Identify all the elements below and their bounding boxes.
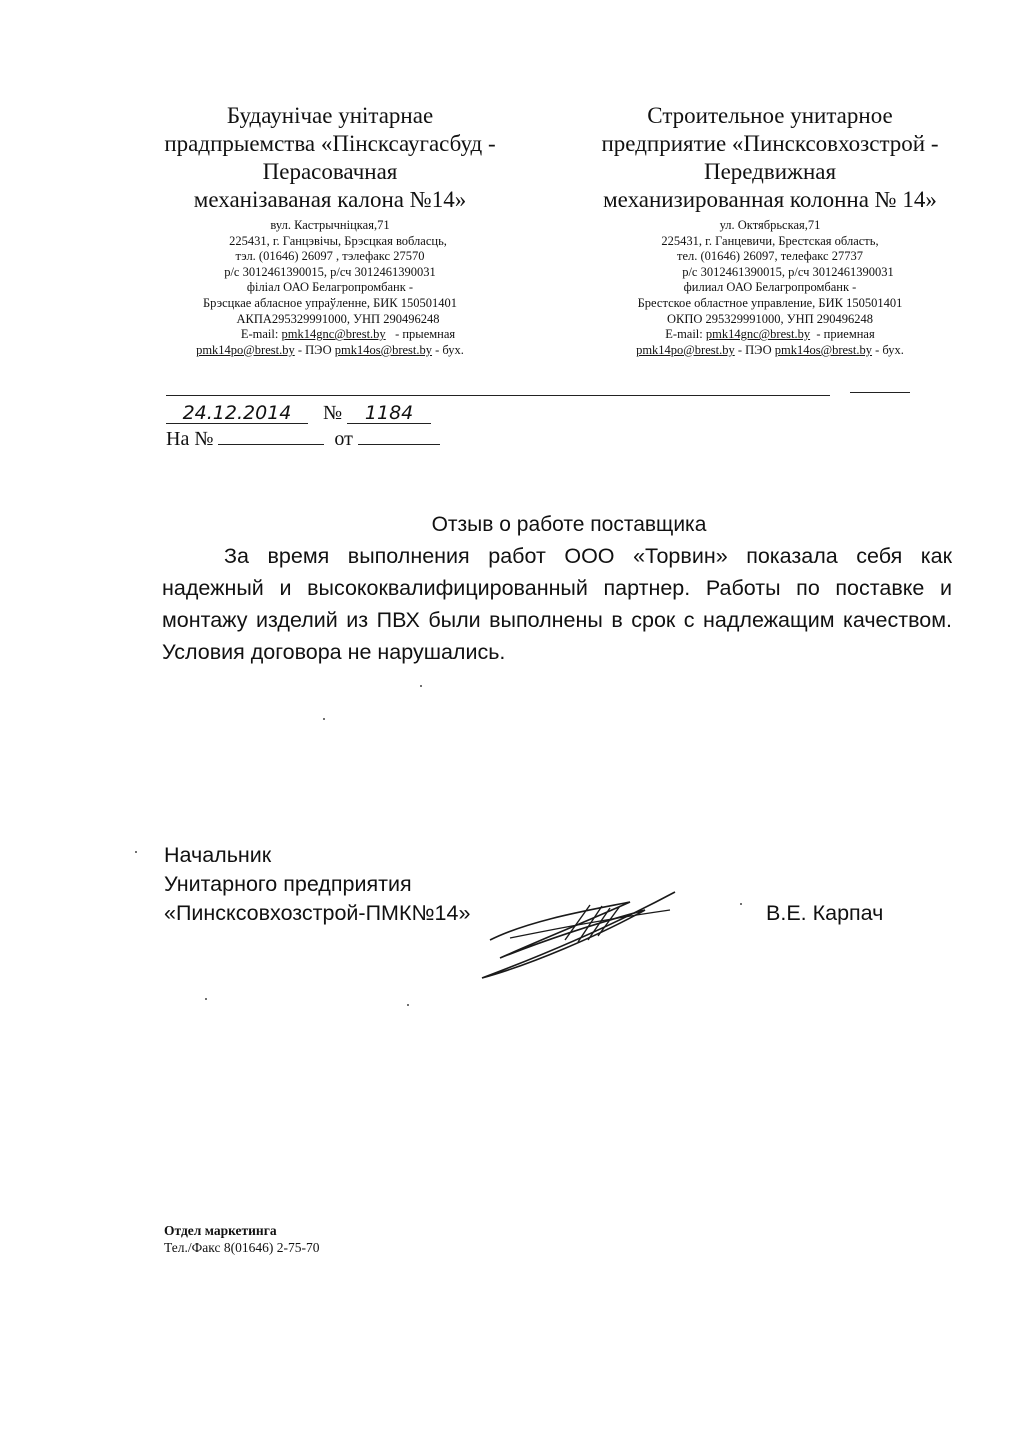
letter-date: 24.12.2014 — [166, 403, 308, 424]
scan-speck — [323, 718, 325, 720]
email-reception-label: - прыемная — [395, 327, 456, 342]
scan-speck — [407, 1004, 409, 1006]
incoming-reference — [166, 426, 440, 452]
org-account: р/с 3012461390015, р/сч 3012461390031 — [682, 264, 894, 279]
scan-speck — [135, 851, 137, 853]
position-line: Унитарного предприятия — [164, 872, 412, 896]
scan-speck — [420, 685, 422, 687]
org-name-line: механізаваная калона №14» — [193, 187, 467, 212]
org-name-line: Будаунічае унітарнае — [226, 103, 434, 128]
letter-number: 1184 — [347, 403, 431, 424]
org-email-line — [130, 327, 530, 343]
header-divider — [166, 395, 830, 396]
org-bank-dept: Брэсцкае абласное упраўленне, БИК 150501401 — [202, 295, 457, 310]
outgoing-reference — [166, 400, 431, 426]
email-reception-link[interactable]: pmk14gnc@brest.by — [281, 327, 386, 342]
org-phone: тэл. (01646) 26097 , тэлефакс 27570 — [235, 249, 425, 264]
footer — [164, 1222, 319, 1256]
email-prefix: E-mail: — [240, 327, 279, 342]
email-reception-link[interactable]: pmk14gnc@brest.by — [705, 327, 811, 342]
org-city: 225431, г. Ганцэвічы, Брэсцкая вобласць, — [229, 233, 447, 248]
org-name-line: Передвижная — [703, 159, 837, 184]
number-label: № — [323, 402, 343, 424]
email-reception-label: - приемная — [816, 327, 875, 342]
email-buh-label: - бух. — [435, 342, 464, 357]
org-account: р/с 3012461390015, р/сч 3012461390031 — [224, 264, 436, 279]
reply-date-blank — [358, 444, 440, 445]
email-pto-link[interactable]: pmk14po@brest.by — [196, 342, 295, 357]
org-city: 225431, г. Ганцевичи, Брестская область, — [661, 233, 879, 248]
org-address: ул. Октябрьская,71 — [719, 218, 821, 232]
email-buh-link[interactable]: pmk14os@brest.by — [774, 342, 873, 357]
signatory-name: В.Е. Карпач — [766, 901, 884, 925]
org-name-line: предприятие «Пинсксовхозстрой - — [601, 131, 939, 156]
org-name-line: механизированная колонна № 14» — [603, 187, 937, 212]
header-divider-tail — [850, 392, 910, 393]
email-prefix: E-mail: — [665, 327, 703, 342]
footer-department: Отдел маркетинга — [164, 1223, 277, 1238]
scan-speck — [205, 998, 207, 1000]
reply-date-label: от — [334, 428, 353, 450]
org-email-line-2 — [570, 343, 970, 359]
position-line: Начальник — [164, 843, 272, 867]
handwritten-signature — [470, 880, 690, 985]
org-name-line: Строительное унитарное — [647, 103, 893, 128]
position-line: «Пинсксовхозстрой-ПМК№14» — [164, 901, 471, 925]
document-title: Отзыв о работе поставщика — [431, 513, 707, 536]
reply-number-label: На № — [166, 428, 214, 450]
email-buh-link[interactable]: pmk14os@brest.by — [334, 342, 433, 357]
document-body: За время выполнения работ ООО «Торвин» показала себя как надежный и высококвалифицированный партнер. Работы по поставке и монтажу изделий из ПВХ были выполнены в срок с надлежащим качеством. Условия договора не нарушались. — [162, 544, 952, 664]
signatory-position — [164, 841, 470, 928]
org-codes: АКПА295329991000, УНП 290496248 — [236, 311, 440, 326]
letterhead-belarusian — [130, 102, 530, 358]
org-phone: тел. (01646) 26097, телефакс 27737 — [677, 249, 863, 264]
org-bank: філіал ОАО Белагропромбанк - — [246, 280, 414, 295]
org-bank: филиал ОАО Белагропромбанк - — [683, 280, 857, 295]
footer-phone: Тел./Факс 8(01646) 2-75-70 — [164, 1240, 320, 1255]
org-address: вул. Кастрычніцкая,71 — [270, 218, 390, 232]
email-pto-link[interactable]: pmk14po@brest.by — [636, 342, 735, 357]
email-buh-label: - бух. — [875, 342, 904, 357]
org-bank-dept: Брестское областное управление, БИК 150501401 — [637, 295, 903, 310]
org-email-line — [570, 327, 970, 343]
org-name-line: прадпрыемства «Пінсксаугасбуд - — [164, 131, 496, 156]
org-name-line: Перасовачная — [262, 159, 398, 184]
scan-speck — [740, 903, 742, 905]
reply-number-blank — [218, 444, 324, 445]
org-email-line-2 — [130, 343, 530, 359]
letterhead-russian — [570, 102, 970, 358]
org-codes: ОКПО 295329991000, УНП 290496248 — [666, 311, 874, 326]
email-pto-label: - ПЭО — [737, 342, 772, 357]
email-pto-label: - ПЭО — [297, 342, 332, 357]
